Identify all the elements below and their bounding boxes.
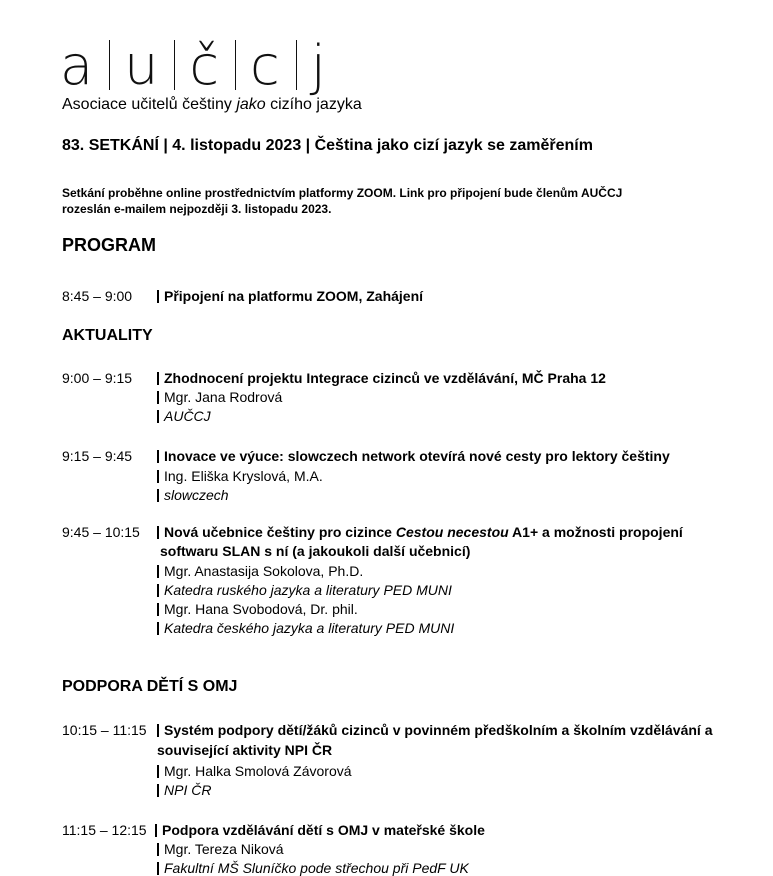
item-title: Systém podpory dětí/žáků cizinců v povinném předškolním a školním vzdělávání a: [157, 722, 713, 738]
item-time: 9:45 – 10:15: [62, 524, 140, 540]
item-affiliation: NPI ČR: [157, 782, 211, 798]
item-affiliation: slowczech: [157, 487, 229, 503]
notice-line: rozeslán e-mailem nejpozději 3. listopadu 2023.: [62, 202, 332, 216]
item-time: 9:00 – 9:15: [62, 370, 133, 386]
item-title: Zhodnocení projektu Integrace cizinců ve vzdělávání, MČ Praha 12: [157, 370, 606, 386]
item-title: Nová učebnice češtiny pro cizince Cestou necestou A1+ a možnosti propojení: [157, 524, 683, 540]
item-speaker: Mgr. Halka Smolová Závorová: [157, 763, 352, 779]
notice-line: Setkání proběhne online prostřednictvím platformy ZOOM. Link pro připojení bude členům AUČCJ: [62, 186, 623, 200]
tagline: Asociace učitelů češtiny jako cizího jazyka: [62, 96, 362, 113]
item-speaker: Mgr. Tereza Niková: [157, 841, 284, 857]
item-time: 11:15 – 12:15: [62, 822, 147, 838]
aktuality-heading: AKTUALITY: [62, 327, 153, 344]
item-title: Podpora vzdělávání dětí s OMJ v mateřské škole: [155, 822, 485, 838]
event-headline: 83. SETKÁNÍ | 4. listopadu 2023 | Čeština jako cizí jazyk se zaměřením: [62, 137, 593, 154]
logo-divider: [296, 40, 297, 90]
logo-letter-a: a: [60, 34, 96, 97]
item-affiliation: Katedra českého jazyka a literatury PED MUNI: [157, 620, 454, 636]
event-notice: [62, 185, 702, 217]
logo-divider: [174, 40, 175, 90]
item-speaker: Mgr. Hana Svobodová, Dr. phil.: [157, 601, 358, 617]
item-affiliation: Fakultní MŠ Sluníčko pode střechou při PedF UK: [157, 860, 469, 876]
logo: [60, 36, 328, 96]
logo-divider: [109, 40, 110, 90]
item-speaker: Mgr. Jana Rodrová: [157, 389, 282, 405]
opening-title: Připojení na platformu ZOOM, Zahájení: [157, 288, 423, 304]
item-title-continued: softwaru SLAN s ní (a jakoukoli další učebnicí): [160, 543, 471, 559]
divider-bar: [157, 290, 159, 303]
item-speaker: Ing. Eliška Kryslová, M.A.: [157, 468, 323, 484]
item-speaker: Mgr. Anastasija Sokolova, Ph.D.: [157, 563, 363, 579]
item-title: Inovace ve výuce: slowczech network otevírá nové cesty pro lektory češtiny: [157, 448, 670, 464]
item-title-continued: související aktivity NPI ČR: [157, 742, 333, 758]
opening-time: 8:45 – 9:00: [62, 288, 133, 304]
logo-letter-c: c: [250, 34, 282, 97]
logo-letter-u: u: [124, 34, 161, 97]
program-heading: PROGRAM: [62, 235, 156, 255]
item-affiliation: Katedra ruského jazyka a literatury PED MUNI: [157, 582, 452, 598]
logo-letter-j: j: [310, 34, 328, 97]
item-time: 9:15 – 9:45: [62, 448, 133, 464]
podpora-heading: PODPORA DĚTÍ S OMJ: [62, 678, 238, 695]
logo-letter-c-caron: č: [189, 34, 222, 97]
logo-divider: [235, 40, 236, 90]
item-affiliation: AUČCJ: [157, 408, 211, 424]
item-time: 10:15 – 11:15: [62, 722, 147, 738]
